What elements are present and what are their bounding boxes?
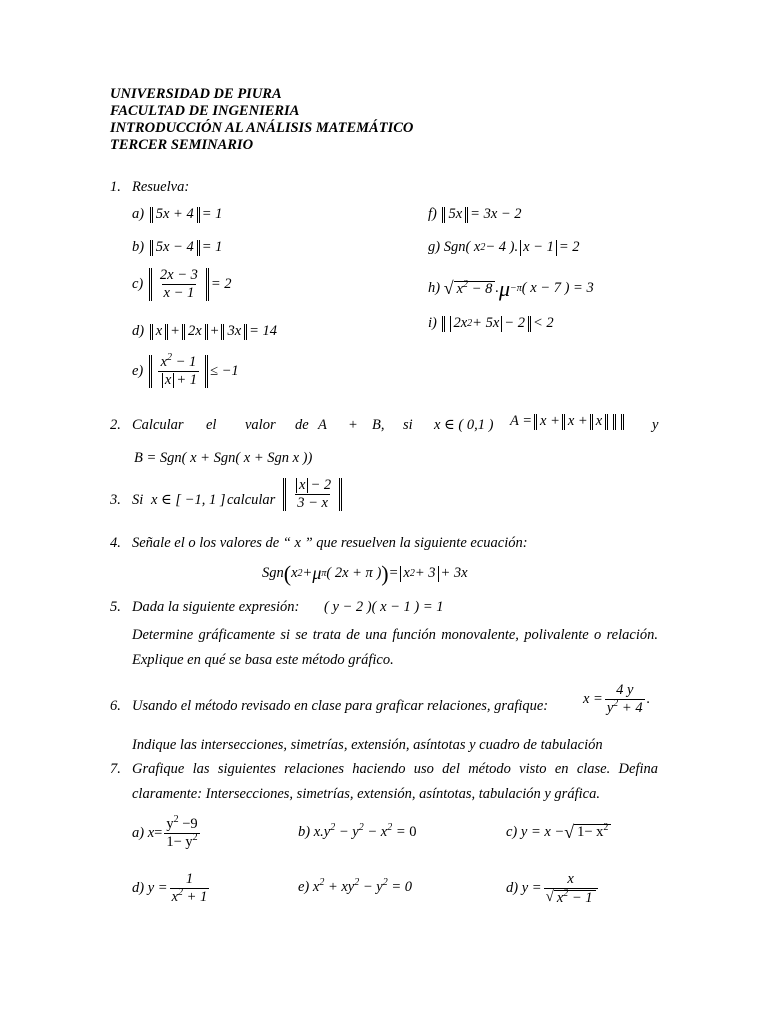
problem-4-text: Señale el o los valores de “ x ” que resuelven la siguiente ecuación: [132, 535, 528, 551]
problem-5-paragraph: Determine gráficamente si se trata de una función monovalente, polivalente o relación. Explique en qué se basa este método gráfico. [132, 627, 658, 668]
problem-3-calc: calcular [227, 492, 276, 508]
item-7e-label: e) [298, 879, 310, 895]
problem-2-number: 2. [110, 417, 121, 433]
header-faculty: FACULTAD DE INGENIERIA [110, 103, 300, 119]
item-1a-label: a) [132, 206, 145, 222]
equation-1b: 5x − 4 = 1 [148, 240, 223, 256]
problem-2-word-6: + [348, 417, 358, 433]
item-7d1 [132, 872, 211, 905]
problem-2-y: y [652, 417, 659, 433]
problem-5-expression: ( y − 2 )( x − 1 ) = 1 [324, 599, 444, 615]
equation-7c: y = x − √ $1- x^2$ [521, 823, 612, 843]
item-1c [132, 268, 232, 301]
problem-3-text: Si [132, 492, 144, 508]
header-course: INTRODUCCIÓN AL ANÁLISIS MATEMÁTICO [110, 120, 414, 136]
header-seminar: TERCER SEMINARIO [110, 137, 254, 153]
problem-2-word-3: valor [245, 417, 276, 433]
item-7d2 [506, 872, 600, 906]
problem-2-definition-B: B = Sgn( x + Sgn( x + Sgn x )) [134, 450, 313, 466]
problem-1-number: 1. [110, 179, 121, 195]
equation-1h: √ $x^2 - 8$ . μ −π ( x − 7 ) = 3 [443, 276, 594, 301]
item-7b [298, 822, 417, 841]
problem-6-paragraph: Indique las intersecciones, simetrías, extensión, asíntotas y cuadro de tabulación [132, 737, 603, 753]
equation-1f: 5x = 3x − 2 [440, 207, 521, 223]
header-university: UNIVERSIDAD DE PIURA [110, 86, 282, 102]
equation-1c: $\frac{2x - 3}{x - 1}$ = 2 [147, 268, 232, 301]
problem-5-number: 5. [110, 599, 121, 615]
equation-1g: Sgn( x 2 − 4 ). x − 1 = 2 [443, 239, 580, 255]
equation-7d1: y = $\frac{1}{x^2 + 1}$ [147, 871, 208, 906]
item-7a [132, 814, 202, 851]
equation-1i: 2x 2 + 5x − 2 < 2 [440, 316, 553, 332]
item-1a [132, 207, 222, 223]
item-1e [132, 352, 239, 389]
item-1g [428, 240, 580, 256]
problem-2-word-4: de [295, 417, 309, 433]
item-1i [428, 316, 554, 332]
equation-7a: x = $\frac{y^2 -9}{1- y^2}$ [147, 814, 198, 851]
item-7c-label: c) [506, 823, 518, 840]
item-7d1-label: d) [132, 879, 145, 896]
item-7c [506, 823, 611, 843]
problem-6-expression: x = $\frac{4 y}{y^2 + 4}$ . [583, 682, 651, 717]
problem-2-definition-A: A = x + x + x [510, 414, 626, 430]
problem-4-number: 4. [110, 535, 121, 551]
problem-4-equation: Sgn ( x 2 + μ π ( 2x + π ) ) = x 2 + 3 + 3x [262, 561, 468, 586]
item-1i-label: i) [428, 315, 437, 331]
problem-2-word-8: si [403, 417, 413, 433]
problem-2-word-2: el [206, 417, 217, 433]
problem-5-text: Dada la siguiente expresión: [132, 599, 300, 615]
item-7d2-label: d) [506, 880, 519, 897]
problem-3-expression: $\frac{x - 2}{3 - x}$ [281, 478, 344, 511]
item-1h [428, 277, 594, 301]
problem-2-word-1: Calcular [132, 417, 184, 433]
problem-7-paragraph: Grafique las siguientes relaciones haciendo uso del método visto en clase. Defina claramente: Intersecciones, simetrías, extensión, asíntotas, tabulación y gráfica. [132, 761, 658, 802]
item-7a-label: a) [132, 824, 145, 841]
equation-1d: x + 2x + 3x = 14 [148, 324, 277, 340]
problem-6-number: 6. [110, 698, 121, 714]
problem-7-number: 7. [110, 761, 121, 777]
problem-1-title: Resuelva: [132, 179, 190, 195]
item-1c-label: c) [132, 275, 144, 292]
problem-2-word-7: B, [372, 417, 385, 433]
equation-7d2: y = x √ $x^2 - 1$ [522, 872, 600, 906]
item-1d [132, 324, 277, 340]
item-1e-label: e) [132, 362, 144, 379]
item-1f-label: f) [428, 206, 437, 222]
item-1b [132, 240, 222, 256]
problem-3-condition: x ∈ [ −1, 1 ] [151, 492, 226, 508]
item-7b-label: b) [298, 824, 311, 840]
problem-6-text: Usando el método revisado en clase para graficar relaciones, grafique: [132, 698, 549, 714]
problem-2-condition: x ∈ ( 0,1 ) [434, 417, 494, 433]
item-1h-label: h) [428, 280, 441, 297]
problem-2-word-5: A [318, 417, 327, 433]
problem-3-number: 3. [110, 492, 121, 508]
equation-7e: $x^2 + xy^2 - y^2 = 0$ [312, 877, 413, 895]
item-1f [428, 207, 522, 223]
item-1b-label: b) [132, 239, 145, 255]
item-1g-label: g) [428, 239, 441, 255]
equation-1e: $\frac{x^2 - 1}{x + 1}$ ≤ −1 [147, 355, 239, 388]
equation-1a: 5x + 4 = 1 [148, 207, 223, 223]
item-7e [298, 877, 413, 896]
item-1d-label: d) [132, 323, 145, 339]
equation-7b: $x.y^2 - y^2 - x^2 = 0$ [313, 822, 417, 840]
